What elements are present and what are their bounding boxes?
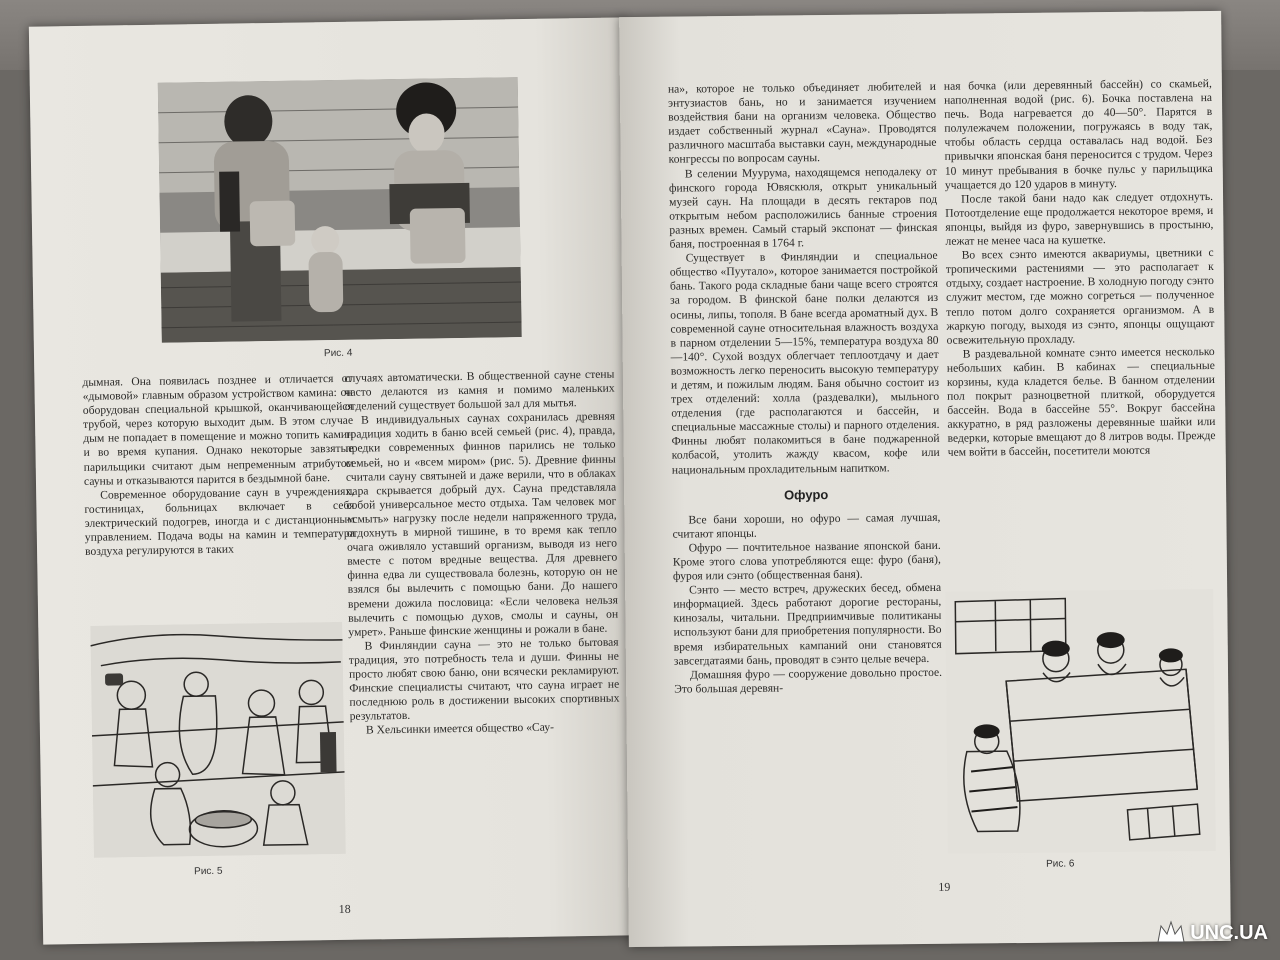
paragraph: Существует в Финляндии и специальное общество «Пуутало», которое занимается постройкой бань. Такого рода складные бани чаще всего строятся за городом. В финской бане полки делаются из осины, липы, тополя. В бане всегда ароматный дух. В современной сауне относительная влажность воздуха в парном отделении 5—15%, температура воздуха 80—140°. Сухой воздух облегчает теплоотдачу и дает возможность легко переносить высокую температуру и детям, и пожилым людям. Баня обычно состоит из трех отделений: холла (раздевалки), мыльного отделения (где располагаются и бассейн, и специальные массажные столы) и парного отделения. Финны любят полакомиться в бане поджаренной колбасой, утолить жажду квасом, кофе или национальным прохладительным напитком. [669, 248, 940, 477]
figure-4-caption: Рис. 4 [323, 347, 353, 360]
paragraph: дымная. Она появилась позднее и отличается от «дымовой» главным образом устройством камина: он оборудован специальной крышкой, оканчивающейся трубой, через которую выходит дым. В этом случае дым не попадает в помещение и можно топить камин и во время купания. Однако некоторые завзятые парильщики считают дым непременным атрибутом сауны и отказываются парится в бездымной бане. [82, 371, 354, 488]
left-page-column-1 [82, 372, 355, 559]
paragraph: В Финляндии сауна — это не только бытовая традиция, это потребность тела и души. Финны не просто любят свою баню, они всячески рекламируют. Финские специалисты считают, что сауна играет не последнюю роль в достижении высоких спортивных результатов. [348, 635, 620, 724]
right-page-column-1 [668, 80, 942, 697]
watermark-text: UNC.UA [1190, 921, 1268, 944]
section-heading-ofuro: Офуро [783, 486, 829, 503]
paragraph: В Хельсинки имеется общество «Сау- [365, 720, 555, 737]
paragraph: Сэнто — место встреч, дружеских бесед, обмена информацией. Здесь работают дорогие рестораны, кинозалы, читальни. Предприимчивые политиканы используют бани для приобретения популярности. Во время избирательных кампаний они становятся завсегдатаями бань, проводят в сэнто целые вечера. [673, 581, 942, 668]
paragraph: Все бани хороши, но офуро — самая лучшая, считают японцы. [672, 510, 941, 541]
right-page-number: 19 [938, 879, 951, 894]
paragraph: После такой бани надо как следует отдохнуть. Потоотделение еще продолжается некоторое время, и японцы, выйдя из фуро, завернувшись в простыню, лежат не менее часа на кушетке. [945, 189, 1214, 248]
paragraph: В индивидуальных саунах сохранилась древняя традиция ходить в баню всей семьей (рис. 4), правда, предки современных финнов парились не только семьей, но и «всем миром» (рис. 5). Древние финны считали сауну святыней и даже верили, что в облаках пара скрывается добрый дух. Сауна представляла собой универсальное место отдыха. Там человек мог «смыть» нагрузку после недели напряженного труда, отдохнуть в мирной тишине, в то время как тепло очага оживляло уставший организм, выводя из него вместе с потом вредные вещества. Для древнего финна едва ли существовала болезнь, которую он не взялся бы вылечить с помощью бани. До нашего времени дожила пословица: «Если человека нельзя вылечить с помощью духов, смолы и сауны, он умрет». Раньше финские женщины и рожали в бане. [345, 409, 619, 639]
right-page [619, 11, 1231, 947]
figure-4-sauna-family-photo [158, 77, 522, 343]
figure-6-caption: Рис. 6 [1045, 858, 1075, 870]
watermark [1156, 920, 1268, 946]
left-page-number: 18 [338, 901, 351, 916]
crown-logo-icon [1156, 920, 1186, 946]
figure-5-ancient-finnish-sauna-drawing [90, 622, 346, 858]
right-page-column-2 [944, 77, 1216, 460]
paragraph: случаях автоматически. В общественной сауне стены часто делаются из камня и помимо маленьких отделений существует большой зал для мытья. [344, 367, 615, 414]
paragraph: на», которое не только объединяет любителей и энтузиастов бань, но и занимается изучением воздействия бани на организм человека. Общество издает собственный журнал «Сауна». Проводятся различного масштаба выставки саун, международные конгрессы по вопросам сауны. [667, 79, 937, 167]
paragraph: Домашняя фуро — сооружение довольно простое. Это большая деревян- [674, 665, 943, 696]
figure-5-caption: Рис. 5 [194, 865, 223, 878]
paragraph: Во всех сэнто имеются аквариумы, цветники с тропическими растениями — это располагает к отдыху, создает настроение. В холодную погоду сэнто служит местом, где можно согреться — полученное тепло потом долго сохраняется организмом. А в жаркую погоду, выходя из сэнто, японцы ощущают освежительную прохладу. [945, 246, 1215, 347]
paragraph: Офуро — почтительное название японской бани. Кроме этого слова употребляются еще: фуро (баня), фуроя или сэнто (общественная баня). [672, 538, 941, 583]
left-page [29, 17, 639, 944]
paragraph: ная бочка (или деревянный бассейн) со скамьей, наполненная водой (рис. 6). Бочка поставлена на печь. Вода нагревается до 40—50°. Парятся в полулежачем положении, погружаясь в воду так, чтобы область сердца оставалась над водой. Без привычки японская баня переносится с трудом. Через 10 минут пребывания в бочке пульс у парильщика учащается до 120 ударов в минуту. [943, 76, 1213, 192]
paragraph: Современное оборудование саун в учреждениях, гостиницах, больницах включает в себя электрический подогрев, иногда и с дистанционным управлением. Подача воды на камин и температура воздуха регулируются в таких [84, 484, 355, 559]
paragraph: В раздевальной комнате сэнто имеется несколько небольших кабин. В кабинах — специальные корзины, куда кладется белье. В банном отделении пол покрыт разноцветной плиткой, оборудуется бассейн. Вода в бассейне 55°. Вокруг бассейна аккуратно, в ряд разложены деревянные шайки или ведерки, которые вмещают до 8 литров воды. Прежде чем войти в бассейн, посетители моются [946, 344, 1216, 460]
paragraph: В селении Муурума, находящемся неподалеку от финского города Ювяскюля, открыт уникальный музей саун. На площади в десять гектаров под открытым небом расположились банные строения разных времен. Самый старый экспонат — финская баня, построенная в 1764 г. [668, 164, 938, 251]
figure-6-japanese-ofuro-drawing [945, 589, 1216, 854]
left-page-column-2 [344, 368, 620, 739]
